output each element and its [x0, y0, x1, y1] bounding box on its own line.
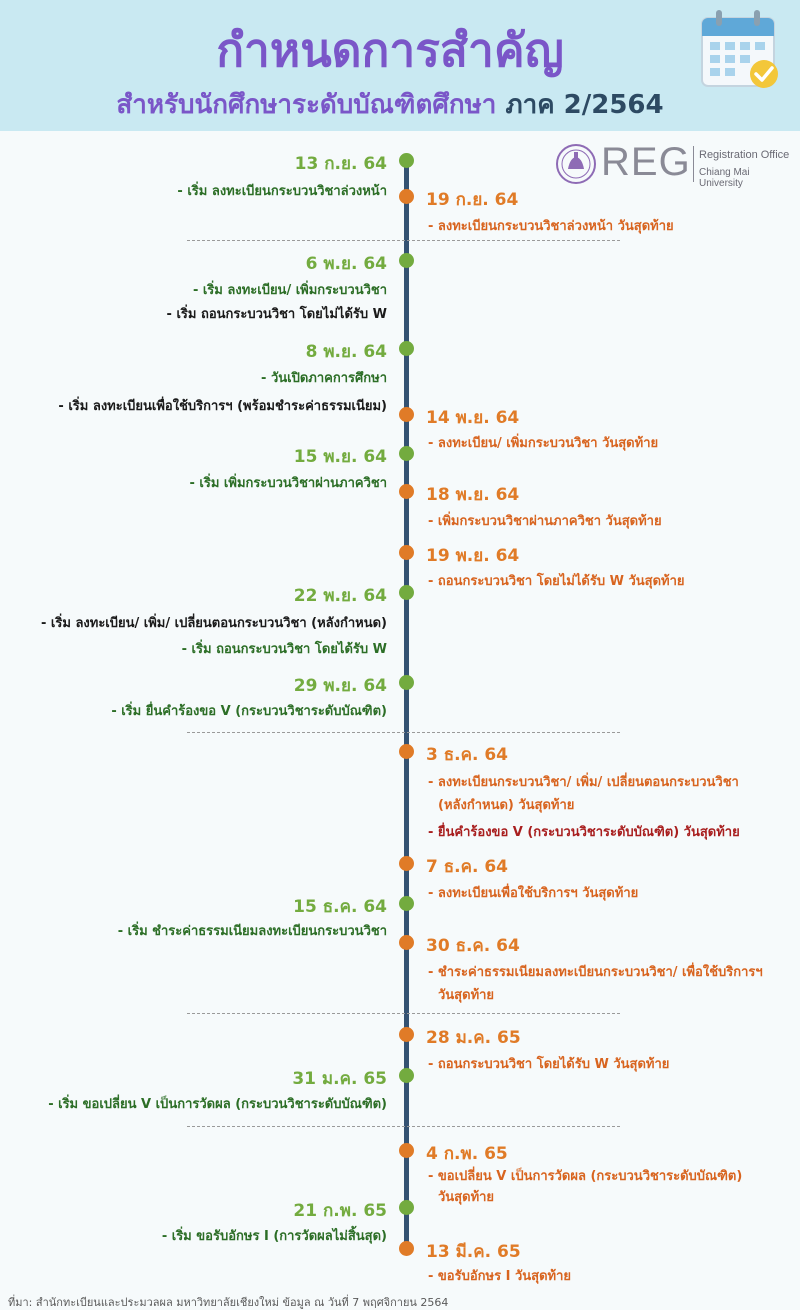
month-separator	[187, 240, 620, 241]
timeline-date: 15 ธ.ค. 64	[293, 897, 387, 917]
timeline-date: 8 พ.ย. 64	[305, 342, 387, 362]
timeline-item: - ยื่นคำร้องขอ V (กระบวนวิชาระดับบัณฑิต) วันสุดท้าย	[428, 825, 740, 840]
timeline-dot-start	[399, 446, 414, 461]
timeline-date: 6 พ.ย. 64	[305, 254, 387, 274]
timeline-date: 28 ม.ค. 65	[426, 1028, 521, 1048]
timeline-dot-deadline	[399, 856, 414, 871]
month-separator	[187, 1013, 620, 1014]
month-separator	[187, 732, 620, 733]
timeline-item: - เริ่ม ลงทะเบียน/ เพิ่ม/ เปลี่ยนตอนกระบวนวิชา (หลังกำหนด)	[41, 616, 387, 631]
timeline-item: - ลงทะเบียนเพื่อใช้บริการฯ วันสุดท้าย	[428, 886, 639, 901]
timeline-date: 14 พ.ย. 64	[426, 408, 520, 428]
reg-logo	[553, 140, 793, 188]
timeline-item: - เริ่ม เพิ่มกระบวนวิชาผ่านภาควิชา	[189, 476, 387, 491]
timeline-dot-deadline	[399, 1027, 414, 1042]
timeline-date: 21 ก.พ. 65	[293, 1201, 387, 1221]
timeline-date: 31 ม.ค. 65	[292, 1069, 387, 1089]
timeline-date: 3 ธ.ค. 64	[426, 745, 508, 765]
timeline-date: 22 พ.ย. 64	[293, 586, 387, 606]
timeline-dot-start	[399, 675, 414, 690]
timeline-date: 29 พ.ย. 64	[293, 676, 387, 696]
timeline-item: - ขอเปลี่ยน V เป็นการวัดผล (กระบวนวิชาระดับบัณฑิต)	[428, 1169, 743, 1184]
timeline-item: - วันเปิดภาคการศึกษา	[261, 371, 387, 386]
timeline-date: 19 พ.ย. 64	[426, 546, 520, 566]
timeline-dot-deadline	[399, 189, 414, 204]
timeline-dot-start	[399, 341, 414, 356]
timeline-dot-start	[399, 153, 414, 168]
page-title: กำหนดการสำคัญ	[216, 23, 564, 77]
subtitle-audience: สำหรับนักศึกษาระดับบัณฑิตศึกษา	[116, 90, 497, 120]
source-note: ที่มา: สำนักทะเบียนและประมวลผล มหาวิทยาลัยเชียงใหม่ ข้อมูล ณ วันที่ 7 พฤศจิกายน 2564	[8, 1296, 449, 1309]
calendar-icon	[698, 8, 782, 94]
timeline-date: 7 ธ.ค. 64	[426, 857, 508, 877]
timeline-item-continued: วันสุดท้าย	[438, 988, 495, 1003]
timeline-date: 15 พ.ย. 64	[293, 447, 387, 467]
timeline-item: - ขอรับอักษร I วันสุดท้าย	[428, 1269, 572, 1284]
timeline-item: - เริ่ม ถอนกระบวนวิชา โดยไม่ได้รับ W	[166, 307, 387, 322]
logo-divider	[693, 146, 694, 182]
timeline-item: - ถอนกระบวนวิชา โดยไม่ได้รับ W วันสุดท้าย	[428, 574, 685, 589]
timeline-item: - เพิ่มกระบวนวิชาผ่านภาควิชา วันสุดท้าย	[428, 514, 662, 529]
timeline-date: 18 พ.ย. 64	[426, 485, 520, 505]
timeline-item: - ชำระค่าธรรมเนียมลงทะเบียนกระบวนวิชา/ เพื่อใช้บริการฯ	[428, 965, 763, 980]
timeline-item-continued: วันสุดท้าย	[438, 1190, 495, 1205]
registration-office-label: Registration Office	[699, 149, 790, 161]
timeline-dot-start	[399, 253, 414, 268]
university-seal-icon	[555, 143, 597, 185]
header-banner	[0, 0, 800, 131]
timeline-dot-deadline	[399, 484, 414, 499]
timeline-date: 4 ก.พ. 65	[426, 1144, 508, 1164]
timeline-dot-deadline	[399, 1241, 414, 1256]
timeline-date: 19 ก.ย. 64	[426, 190, 519, 210]
timeline-date: 13 ก.ย. 64	[294, 154, 387, 174]
timeline-item: - เริ่ม ลงทะเบียนกระบวนวิชาล่วงหน้า	[177, 184, 387, 199]
timeline-dot-deadline	[399, 407, 414, 422]
timeline-dot-deadline	[399, 935, 414, 950]
timeline-item: - ลงทะเบียนกระบวนวิชาล่วงหน้า วันสุดท้าย	[428, 219, 674, 234]
page-subtitle	[0, 84, 780, 125]
timeline-item: - เริ่ม ลงทะเบียน/ เพิ่มกระบวนวิชา	[192, 283, 387, 298]
timeline-item: - เริ่ม ขอรับอักษร I (การวัดผลไม่สิ้นสุด)	[161, 1229, 387, 1244]
timeline-dot-deadline	[399, 1143, 414, 1158]
timeline-item: - ถอนกระบวนวิชา โดยได้รับ W วันสุดท้าย	[428, 1057, 670, 1072]
timeline-dot-start	[399, 1200, 414, 1215]
timeline-item-continued: (หลังกำหนด) วันสุดท้าย	[438, 798, 575, 813]
timeline-item: - เริ่ม ถอนกระบวนวิชา โดยได้รับ W	[181, 642, 387, 657]
timeline-item: - ลงทะเบียน/ เพิ่มกระบวนวิชา วันสุดท้าย	[428, 436, 659, 451]
timeline-axis	[404, 160, 409, 1250]
timeline-item: - เริ่ม ยื่นคำร้องขอ V (กระบวนวิชาระดับบัณฑิต)	[111, 704, 387, 719]
subtitle-term: ภาค 2/2564	[505, 90, 664, 120]
timeline-dot-start	[399, 1068, 414, 1083]
timeline-date: 13 มี.ค. 65	[426, 1242, 521, 1262]
month-separator	[187, 1126, 620, 1127]
timeline-dot-start	[399, 896, 414, 911]
timeline-item: - เริ่ม ขอเปลี่ยน V เป็นการวัดผล (กระบวนวิชาระดับบัณฑิต)	[48, 1097, 387, 1112]
timeline-dot-start	[399, 585, 414, 600]
timeline-dot-deadline	[399, 744, 414, 759]
university-label: Chiang Mai University	[699, 167, 750, 189]
timeline-date: 30 ธ.ค. 64	[426, 936, 520, 956]
reg-wordmark: REG	[601, 140, 691, 184]
timeline-item: - เริ่ม ลงทะเบียนเพื่อใช้บริการฯ (พร้อมชำระค่าธรรมเนียม)	[58, 399, 387, 414]
timeline-item: - ลงทะเบียนกระบวนวิชา/ เพิ่ม/ เปลี่ยนตอนกระบวนวิชา	[428, 775, 739, 790]
timeline-dot-deadline	[399, 545, 414, 560]
timeline-item: - เริ่ม ชำระค่าธรรมเนียมลงทะเบียนกระบวนวิชา	[117, 924, 387, 939]
